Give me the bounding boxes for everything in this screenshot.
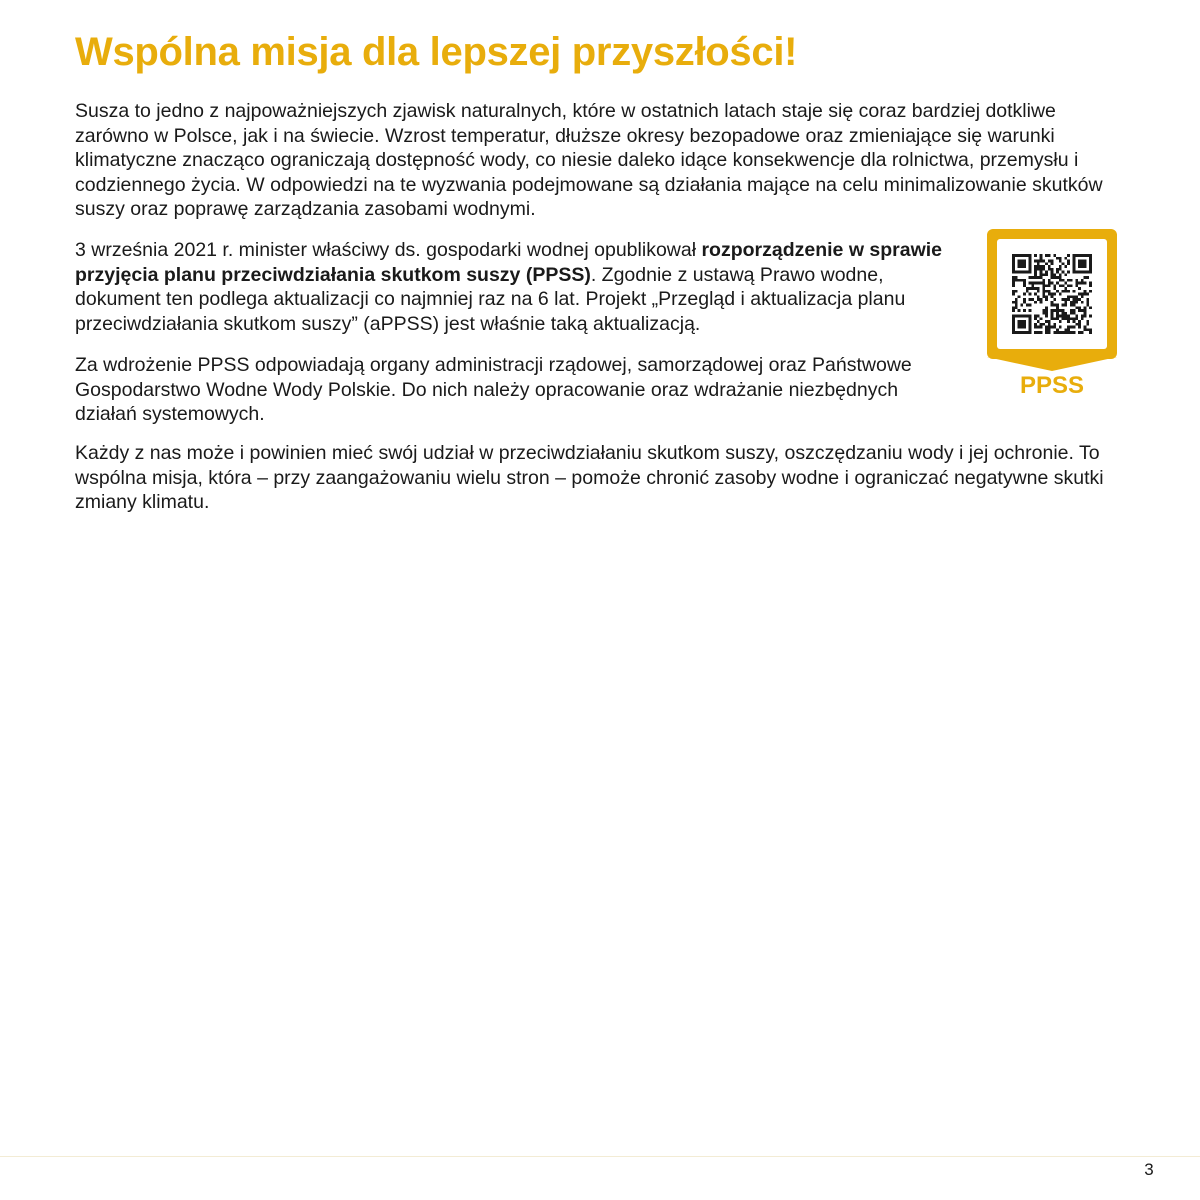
qr-frame [987, 229, 1117, 359]
mission-paragraph: Każdy z nas może i powinien mieć swój udział w przeciwdziałaniu skutkom suszy, oszczędzaniu wody i jej ochronie. To wspólna misja, która – przy zaangażowaniu wielu stron – pomoże chronić zasoby wodne i ograniczać negatywne skutki zmiany klimatu. [75, 442, 1104, 513]
qr-frame-notch [987, 357, 1117, 371]
intro-paragraph: Susza to jedno z najpoważniejszych zjawisk naturalnych, które w ostatnich latach staje się coraz bardziej dotkliwe zarówno w Polsce, jak i na świecie. Wzrost temperatur, dłuższe okresy bezopadowe oraz zmieniające się warunki klimatyczne znacząco ograniczają dostępność wody, co niesie daleko idące konsekwencje dla rolnictwa, przemysłu i codziennego życia. W odpowiedzi na te wyzwania podejmowane są działania mające na celu minimalizowanie skutków suszy oraz poprawę zarządzania zasobami wodnymi. [75, 100, 1103, 220]
qr-badge[interactable] [987, 229, 1117, 404]
responsibility-paragraph: Za wdrożenie PPSS odpowiadają organy administracji rządowej, samorządowej oraz Państwowe Gospodarstwo Wodne Wody Polskie. Do nich należy opracowanie oraz wdrażanie niezbędnych działań systemowych. [75, 354, 912, 425]
qr-background [997, 239, 1107, 349]
regulation-text-end: . Zgodnie z ustawą Prawo wodne, dokument ten podlega aktualizacji co najmniej raz na 6 lat. Projekt „Przegląd i aktualizacja planu przeciwdziałania skutkom suszy” (aPPSS) jest właśnie taką aktualizacją. [75, 263, 906, 335]
qr-label: PPSS [1019, 372, 1085, 399]
regulation-paragraph [75, 238, 945, 336]
page-number: 3 [1144, 1160, 1154, 1179]
regulation-title-bold: rozporządzenie w sprawie przyjęcia planu przeciwdziałania skutkom suszy (PPSS) [75, 239, 943, 286]
regulation-text-start: 3 września 2021 r. minister właściwy ds. gospodarki wodnej opublikował [75, 239, 702, 261]
page-title: Wspólna misja dla lepszej przyszłości! [75, 30, 798, 74]
qr-code-icon[interactable] [1012, 254, 1092, 334]
footer-divider [0, 1156, 1200, 1157]
